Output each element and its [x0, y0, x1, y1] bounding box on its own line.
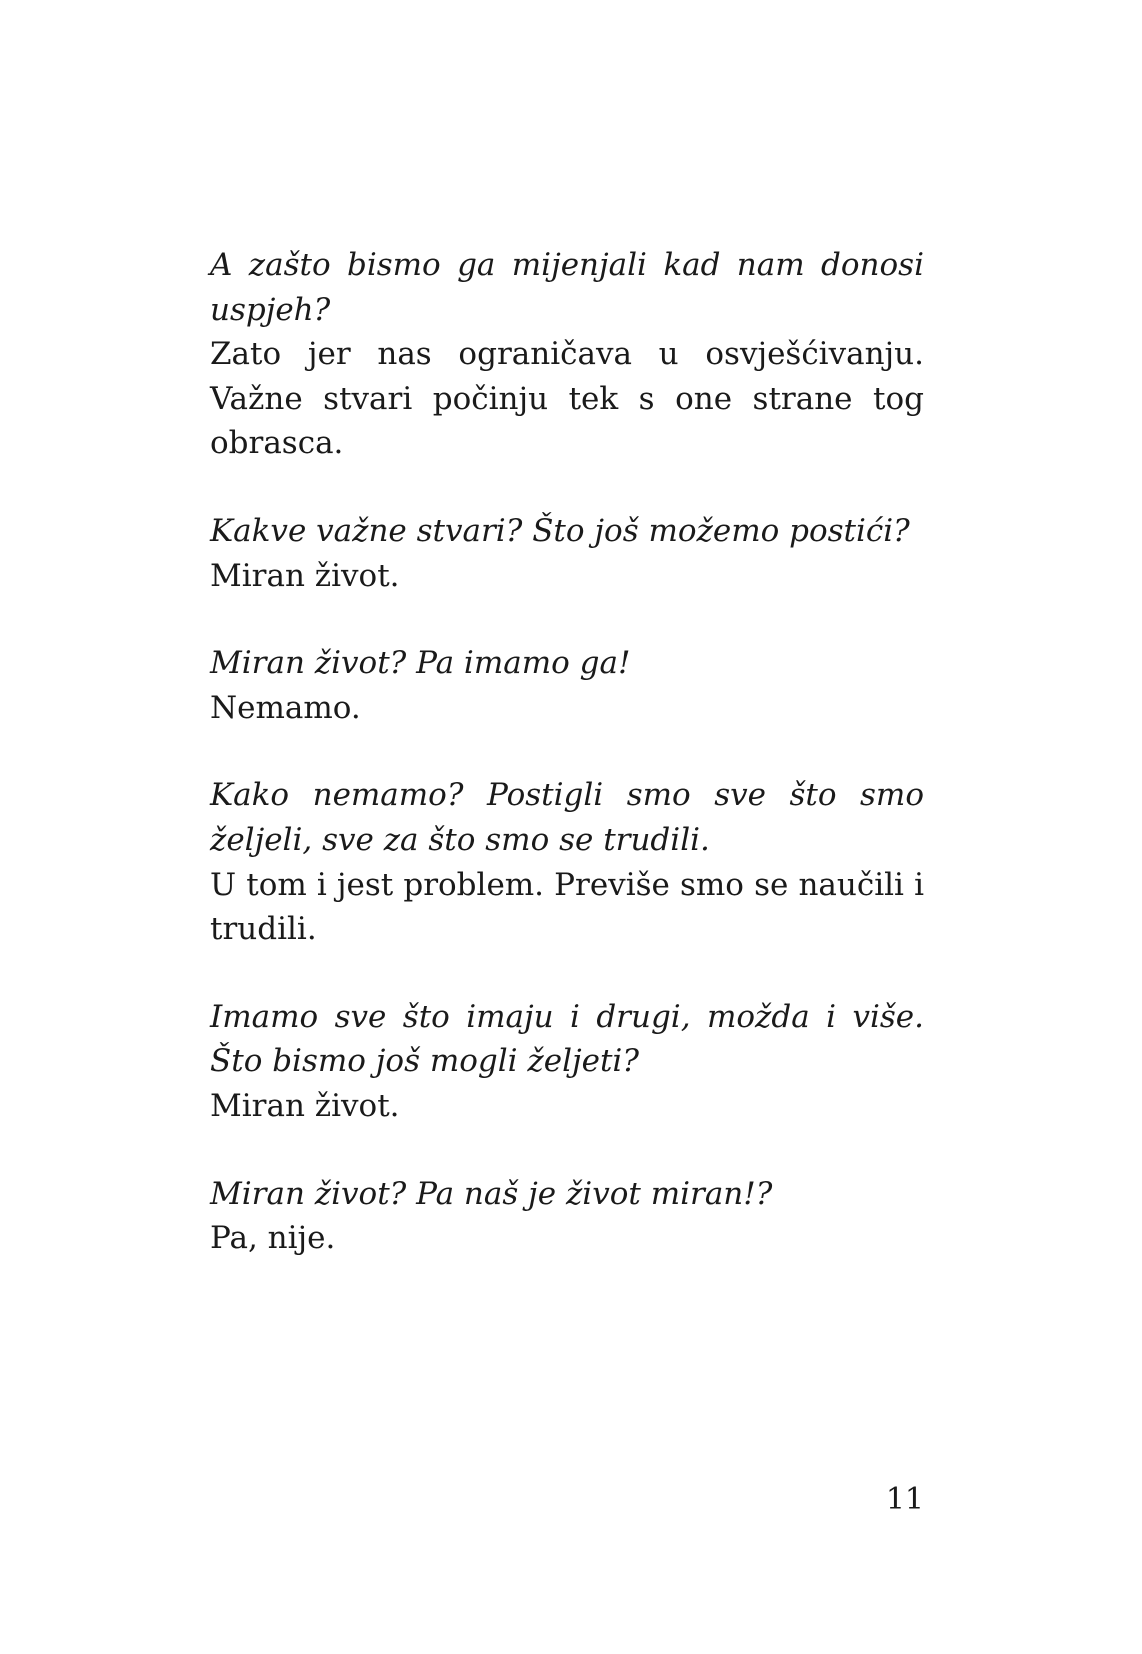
dialogue-question: Kakve važne stvari? Što još možemo postići? [210, 512, 910, 549]
page-footer [210, 1478, 924, 1522]
dialogue-exchange [210, 641, 924, 730]
dialogue-answer: Nemamo. [210, 689, 361, 726]
dialogue-answer: Miran život. [210, 557, 400, 594]
dialogue-exchange [210, 995, 924, 1129]
dialogue-answer: Zato jer nas ograničava u osvješćivanju. Važne stvari počinju tek s one strane tog obrasca. [210, 336, 924, 462]
dialogue-exchange [210, 509, 924, 598]
dialogue-answer: Miran život. [210, 1087, 400, 1124]
dialogue-question: Miran život? Pa naš je život miran!? [210, 1175, 773, 1212]
dialogue-text [210, 243, 924, 1261]
dialogue-answer: U tom i jest problem. Previše smo se naučili i trudili. [210, 866, 924, 948]
dialogue-question: Imamo sve što imaju i drugi, možda i više. Što bismo još mogli željeti? [210, 998, 924, 1080]
dialogue-exchange [210, 243, 924, 466]
dialogue-exchange [210, 773, 924, 951]
page-number: 11 [885, 1482, 924, 1517]
dialogue-exchange [210, 1172, 924, 1261]
dialogue-question: Kako nemamo? Postigli smo sve što smo željeli, sve za što smo se trudili. [210, 777, 924, 858]
dialogue-answer: Pa, nije. [210, 1220, 336, 1257]
dialogue-question: Miran život? Pa imamo ga! [210, 645, 631, 682]
dialogue-question: A zašto bismo ga mijenjali kad nam donosi uspjeh? [210, 247, 924, 328]
